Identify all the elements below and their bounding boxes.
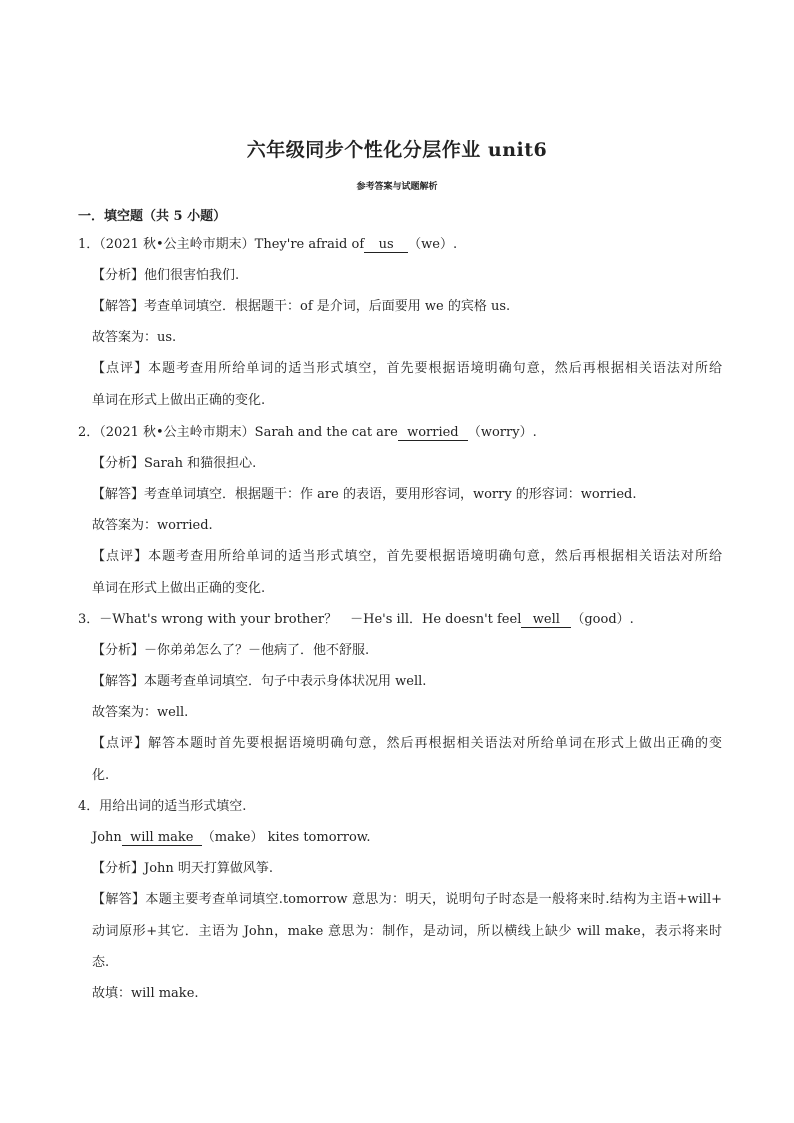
analysis-text: Sarah 和猫很担心.	[144, 456, 257, 471]
answer-blank: us	[364, 237, 408, 253]
analysis-tag: 【分析】	[92, 861, 145, 876]
question-text: （2021 秋•公主岭市期末）They're afraid of	[99, 237, 365, 252]
comment-text: 本题考查用所给单词的适当形式填空，首先要根据语境明确句意，然后再根据相关语法对所给	[148, 549, 722, 564]
question-text: （2021 秋•公主岭市期末）Sarah and the cat are	[99, 425, 398, 440]
question-number: 1．	[78, 237, 100, 252]
solution-text: 考查单词填空．根据题干：作 are 的表语，要用形容词，worry 的形容词：worried.	[144, 487, 637, 502]
solution-tag: 【解答】	[92, 299, 145, 314]
solution-4-line3: 态.	[92, 955, 110, 970]
solution-tag: 【解答】	[92, 892, 146, 907]
answer-blank: well	[521, 612, 571, 628]
solution-1	[92, 298, 510, 316]
solution-tag: 【解答】	[92, 674, 145, 689]
analysis-tag: 【分析】	[92, 268, 145, 283]
question-instruction: 用给出词的适当形式填空.	[99, 799, 247, 814]
answer-blank: worried	[398, 425, 468, 441]
analysis-tag: 【分析】	[92, 456, 145, 471]
solution-text: 本题考查单词填空．句子中表示身体状况用 well.	[144, 674, 427, 689]
solution-4-line1	[92, 891, 722, 909]
comment-2-line1	[92, 548, 722, 566]
solution-tag: 【解答】	[92, 487, 145, 502]
question-3	[78, 611, 634, 629]
answer-2: 故答案为：worried.	[92, 518, 213, 533]
comment-2-line2: 单词在形式上做出正确的变化.	[92, 581, 266, 596]
solution-2	[92, 486, 637, 504]
analysis-3	[92, 642, 369, 660]
analysis-text: John 明天打算做风筝.	[144, 861, 274, 876]
analysis-text: －你弟弟怎么了？－他病了．他不舒服.	[144, 643, 370, 658]
analysis-2	[92, 455, 256, 473]
solution-text: 考查单词填空．根据题干：of 是介词，后面要用 we 的宾格 us.	[144, 299, 511, 314]
comment-text: 解答本题时首先要根据语境明确句意，然后再根据相关语法对所给单词在形式上做出正确的变	[148, 736, 722, 751]
question-2	[78, 424, 537, 442]
question-text: John	[92, 830, 122, 845]
question-4-sentence	[92, 829, 371, 847]
comment-text: 本题考查用所给单词的适当形式填空，首先要根据语境明确句意，然后再根据相关语法对所给	[148, 361, 722, 376]
analysis-4	[92, 860, 273, 878]
answer-4: 故填：will make.	[92, 986, 199, 1001]
answer-3: 故答案为：well.	[92, 705, 189, 720]
solution-text: 本题主要考查单词填空.tomorrow 意思为：明天，说明句子时态是一般将来时.结构为主语+will+	[145, 892, 722, 907]
comment-1-line2: 单词在形式上做出正确的变化.	[92, 393, 266, 408]
analysis-text: 他们很害怕我们.	[144, 268, 240, 283]
comment-tag: 【点评】	[92, 361, 149, 376]
page-title: 六年级同步个性化分层作业 unit6	[246, 139, 548, 161]
page-subtitle: 参考答案与试题解析	[356, 182, 438, 192]
question-hint: （we）.	[408, 237, 458, 252]
comment-tag: 【点评】	[92, 736, 149, 751]
question-number: 3．	[78, 612, 100, 627]
question-text: －What's wrong with your brother？ －He's ill．He doesn't feel	[99, 612, 522, 627]
question-hint: （good）.	[571, 612, 634, 627]
answer-blank: will make	[122, 830, 202, 846]
question-number: 4．	[78, 799, 100, 814]
solution-4-line2: 动词原形+其它．主语为 John，make 意思为：制作，是动词，所以横线上缺少 will make，表示将来时	[92, 924, 722, 939]
analysis-tag: 【分析】	[92, 643, 145, 658]
solution-3	[92, 673, 426, 691]
question-hint: （worry）.	[467, 425, 537, 440]
question-1	[78, 236, 457, 254]
comment-1-line1	[92, 360, 722, 378]
section-heading: 一．填空题（共 5 小题）	[78, 209, 227, 224]
question-hint: （make） kites tomorrow.	[201, 830, 371, 845]
question-number: 2．	[78, 425, 100, 440]
analysis-1	[92, 267, 239, 285]
answer-1: 故答案为：us.	[92, 330, 177, 345]
question-4	[78, 798, 246, 816]
comment-3-line2: 化.	[92, 768, 110, 783]
comment-tag: 【点评】	[92, 549, 149, 564]
comment-3-line1	[92, 735, 722, 753]
